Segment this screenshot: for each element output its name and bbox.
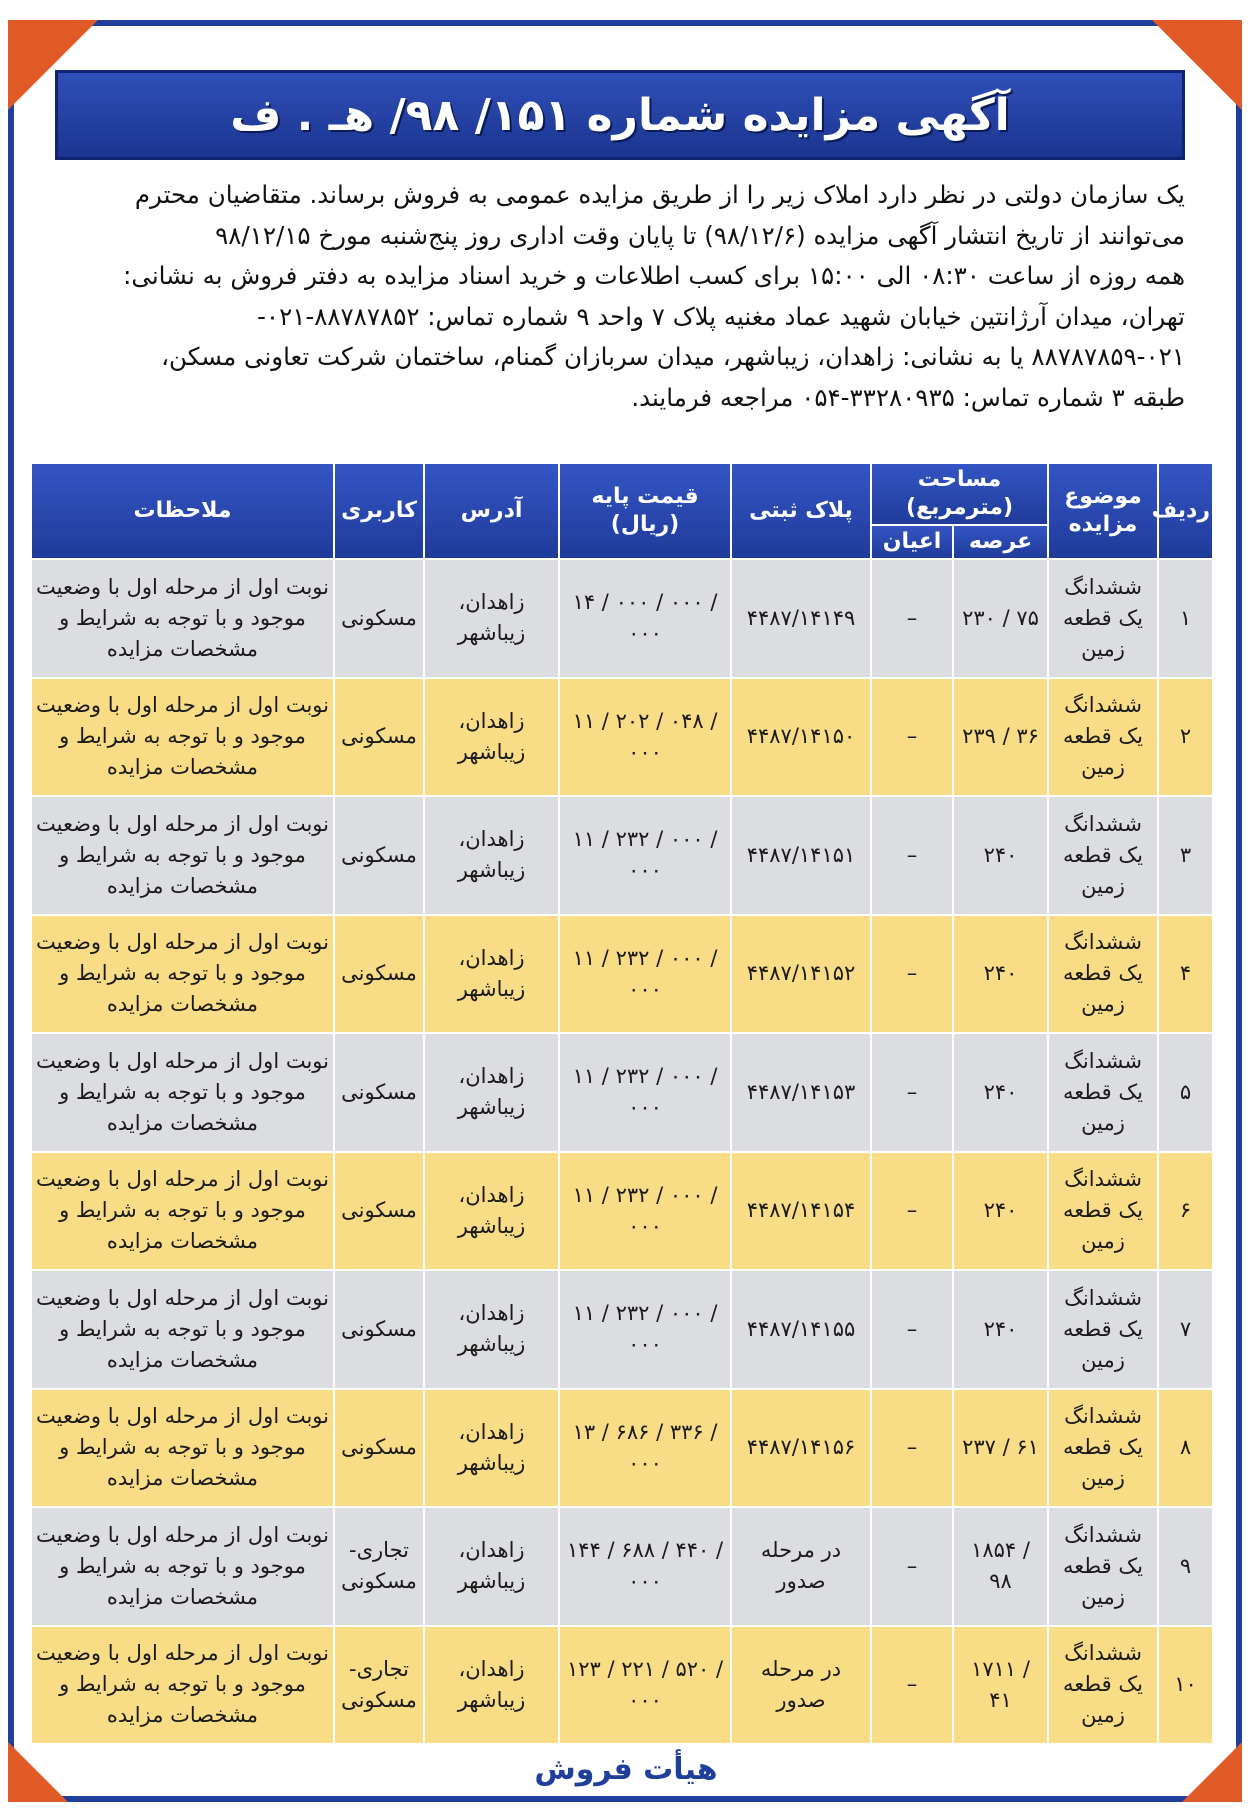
cell-price: ۱۳ / ۶۸۶ / ۳۳۶ / ۰۰۰ bbox=[559, 1389, 731, 1508]
cell-building-area: – bbox=[871, 1270, 953, 1389]
cell-usage: مسکونی bbox=[334, 1389, 424, 1508]
cell-row-no: ۶ bbox=[1158, 1152, 1213, 1271]
intro-paragraph bbox=[55, 175, 1185, 418]
cell-usage: مسکونی bbox=[334, 915, 424, 1034]
cell-land-area: ۱۸۵۴ / ۹۸ bbox=[953, 1507, 1048, 1626]
cell-land-area: ۲۴۰ bbox=[953, 1152, 1048, 1271]
cell-subject: ششدانگ یک قطعه زمین bbox=[1048, 915, 1158, 1034]
cell-price: ۱۱ / ۲۳۲ / ۰۰۰ / ۰۰۰ bbox=[559, 1033, 731, 1152]
cell-price: ۱۱ / ۲۰۲ / ۰۴۸ / ۰۰۰ bbox=[559, 678, 731, 797]
cell-address: زاهدان، زیباشهر bbox=[424, 1626, 559, 1745]
cell-row-no: ۴ bbox=[1158, 915, 1213, 1034]
page-title: آگهی مزایده شماره ۱۵۱/ ۹۸/ هـ . ف bbox=[230, 89, 1010, 141]
cell-land-area: ۲۴۰ bbox=[953, 1033, 1048, 1152]
cell-address: زاهدان، زیباشهر bbox=[424, 678, 559, 797]
table-row bbox=[31, 1389, 1213, 1508]
cell-notes: نوبت اول از مرحله اول با وضعیت موجود و با توجه به شرایط و مشخصات مزایده bbox=[31, 1389, 334, 1508]
cell-subject: ششدانگ یک قطعه زمین bbox=[1048, 678, 1158, 797]
header-usage: کاربری bbox=[334, 463, 424, 559]
cell-address: زاهدان، زیباشهر bbox=[424, 1152, 559, 1271]
cell-notes: نوبت اول از مرحله اول با وضعیت موجود و با توجه به شرایط و مشخصات مزایده bbox=[31, 1626, 334, 1745]
table-row bbox=[31, 678, 1213, 797]
cell-price: ۱۱ / ۲۳۲ / ۰۰۰ / ۰۰۰ bbox=[559, 796, 731, 915]
cell-notes: نوبت اول از مرحله اول با وضعیت موجود و با توجه به شرایط و مشخصات مزایده bbox=[31, 559, 334, 678]
cell-building-area: – bbox=[871, 1389, 953, 1508]
header-price: قیمت پایه (ریال) bbox=[559, 463, 731, 559]
cell-plate: ۴۴۸۷/۱۴۱۵۴ bbox=[731, 1152, 871, 1271]
header-area: مساحت (مترمربع) bbox=[871, 463, 1048, 525]
cell-notes: نوبت اول از مرحله اول با وضعیت موجود و با توجه به شرایط و مشخصات مزایده bbox=[31, 1270, 334, 1389]
cell-row-no: ۱ bbox=[1158, 559, 1213, 678]
cell-building-area: – bbox=[871, 559, 953, 678]
intro-line: تهران، میدان آرژانتین خیابان شهید عماد مغنیه پلاک ۷ واحد ۹ شماره تماس: ۸۸۷۸۷۸۵۲-۰۲۱- bbox=[257, 301, 1185, 331]
cell-notes: نوبت اول از مرحله اول با وضعیت موجود و با توجه به شرایط و مشخصات مزایده bbox=[31, 1507, 334, 1626]
table-row bbox=[31, 1626, 1213, 1745]
cell-subject: ششدانگ یک قطعه زمین bbox=[1048, 1033, 1158, 1152]
cell-usage: مسکونی bbox=[334, 678, 424, 797]
table-row bbox=[31, 1152, 1213, 1271]
header-row-no: ردیف bbox=[1158, 463, 1213, 559]
cell-building-area: – bbox=[871, 915, 953, 1034]
cell-subject: ششدانگ یک قطعه زمین bbox=[1048, 1270, 1158, 1389]
cell-plate: ۴۴۸۷/۱۴۱۵۲ bbox=[731, 915, 871, 1034]
cell-plate: ۴۴۸۷/۱۴۱۵۵ bbox=[731, 1270, 871, 1389]
cell-plate: ۴۴۸۷/۱۴۱۴۹ bbox=[731, 559, 871, 678]
cell-building-area: – bbox=[871, 1033, 953, 1152]
cell-subject: ششدانگ یک قطعه زمین bbox=[1048, 1389, 1158, 1508]
cell-plate: در مرحله صدور bbox=[731, 1626, 871, 1745]
cell-building-area: – bbox=[871, 1626, 953, 1745]
cell-plate: ۴۴۸۷/۱۴۱۵۶ bbox=[731, 1389, 871, 1508]
cell-usage: مسکونی bbox=[334, 1270, 424, 1389]
cell-notes: نوبت اول از مرحله اول با وضعیت موجود و با توجه به شرایط و مشخصات مزایده bbox=[31, 678, 334, 797]
cell-land-area: ۲۳۹ / ۳۶ bbox=[953, 678, 1048, 797]
cell-address: زاهدان، زیباشهر bbox=[424, 1270, 559, 1389]
cell-building-area: – bbox=[871, 796, 953, 915]
header-building: اعیان bbox=[871, 525, 953, 559]
cell-address: زاهدان، زیباشهر bbox=[424, 1389, 559, 1508]
cell-address: زاهدان، زیباشهر bbox=[424, 1033, 559, 1152]
header-subject: موضوع مزایده bbox=[1048, 463, 1158, 559]
cell-usage: تجاری- مسکونی bbox=[334, 1507, 424, 1626]
cell-usage: تجاری- مسکونی bbox=[334, 1626, 424, 1745]
cell-address: زاهدان، زیباشهر bbox=[424, 915, 559, 1034]
title-banner bbox=[55, 70, 1185, 160]
table-row bbox=[31, 1507, 1213, 1626]
cell-land-area: ۱۷۱۱ / ۴۱ bbox=[953, 1626, 1048, 1745]
cell-price: ۱۴۴ / ۶۸۸ / ۴۴۰ / ۰۰۰ bbox=[559, 1507, 731, 1626]
cell-notes: نوبت اول از مرحله اول با وضعیت موجود و با توجه به شرایط و مشخصات مزایده bbox=[31, 1033, 334, 1152]
intro-line: ۸۸۷۸۷۸۵۹-۰۲۱ یا به نشانی: زاهدان، زیباشهر، میدان سربازان گمنام، ساختمان شرکت تعاونی مسکن، bbox=[161, 342, 1185, 371]
intro-line: طبقه ۳ شماره تماس: ۳۳۲۸۰۹۳۵-۰۵۴ مراجعه فرمایند. bbox=[631, 382, 1185, 412]
cell-subject: ششدانگ یک قطعه زمین bbox=[1048, 1626, 1158, 1745]
cell-row-no: ۱۰ bbox=[1158, 1626, 1213, 1745]
cell-usage: مسکونی bbox=[334, 559, 424, 678]
cell-row-no: ۷ bbox=[1158, 1270, 1213, 1389]
cell-subject: ششدانگ یک قطعه زمین bbox=[1048, 1152, 1158, 1271]
cell-usage: مسکونی bbox=[334, 1152, 424, 1271]
header-notes: ملاحظات bbox=[31, 463, 334, 559]
intro-line: می‌توانند از تاریخ انتشار آگهی مزایده (۹۸/۱۲/۶) تا پایان وقت اداری روز پنج‌شنبه مورخ ۹۸/۱۲/۱۵ bbox=[215, 220, 1185, 250]
signature: هیأت فروش bbox=[534, 1752, 718, 1787]
cell-plate: ۴۴۸۷/۱۴۱۵۰ bbox=[731, 678, 871, 797]
cell-price: ۱۲۳ / ۲۲۱ / ۵۲۰ / ۰۰۰ bbox=[559, 1626, 731, 1745]
table-row bbox=[31, 796, 1213, 915]
intro-line: یک سازمان دولتی در نظر دارد املاک زیر را از طریق مزایده عمومی به فروش برساند. متقاضیان محترم bbox=[134, 180, 1185, 209]
cell-subject: ششدانگ یک قطعه زمین bbox=[1048, 1507, 1158, 1626]
intro-line: همه روزه از ساعت ۰۸:۳۰ الی ۱۵:۰۰ برای کسب اطلاعات و خرید اسناد مزایده به دفتر فروش به نشانی: bbox=[123, 261, 1185, 290]
cell-plate: در مرحله صدور bbox=[731, 1507, 871, 1626]
cell-price: ۱۴ / ۰۰۰ / ۰۰۰ / ۰۰۰ bbox=[559, 559, 731, 678]
table-row bbox=[31, 1270, 1213, 1389]
cell-row-no: ۹ bbox=[1158, 1507, 1213, 1626]
header-address: آدرس bbox=[424, 463, 559, 559]
cell-plate: ۴۴۸۷/۱۴۱۵۱ bbox=[731, 796, 871, 915]
cell-land-area: ۲۴۰ bbox=[953, 796, 1048, 915]
cell-row-no: ۸ bbox=[1158, 1389, 1213, 1508]
cell-land-area: ۲۴۰ bbox=[953, 1270, 1048, 1389]
cell-plate: ۴۴۸۷/۱۴۱۵۳ bbox=[731, 1033, 871, 1152]
auction-table bbox=[30, 462, 1214, 1745]
cell-row-no: ۲ bbox=[1158, 678, 1213, 797]
cell-usage: مسکونی bbox=[334, 796, 424, 915]
cell-land-area: ۲۳۷ / ۶۱ bbox=[953, 1389, 1048, 1508]
cell-address: زاهدان، زیباشهر bbox=[424, 796, 559, 915]
cell-price: ۱۱ / ۲۳۲ / ۰۰۰ / ۰۰۰ bbox=[559, 915, 731, 1034]
cell-address: زاهدان، زیباشهر bbox=[424, 1507, 559, 1626]
cell-building-area: – bbox=[871, 678, 953, 797]
cell-subject: ششدانگ یک قطعه زمین bbox=[1048, 796, 1158, 915]
cell-notes: نوبت اول از مرحله اول با وضعیت موجود و با توجه به شرایط و مشخصات مزایده bbox=[31, 1152, 334, 1271]
cell-building-area: – bbox=[871, 1152, 953, 1271]
table-row bbox=[31, 559, 1213, 678]
cell-usage: مسکونی bbox=[334, 1033, 424, 1152]
header-land: عرصه bbox=[953, 525, 1048, 559]
cell-row-no: ۵ bbox=[1158, 1033, 1213, 1152]
cell-land-area: ۲۳۰ / ۷۵ bbox=[953, 559, 1048, 678]
table-row bbox=[31, 1033, 1213, 1152]
cell-notes: نوبت اول از مرحله اول با وضعیت موجود و با توجه به شرایط و مشخصات مزایده bbox=[31, 915, 334, 1034]
cell-address: زاهدان، زیباشهر bbox=[424, 559, 559, 678]
cell-subject: ششدانگ یک قطعه زمین bbox=[1048, 559, 1158, 678]
cell-notes: نوبت اول از مرحله اول با وضعیت موجود و با توجه به شرایط و مشخصات مزایده bbox=[31, 796, 334, 915]
table-row bbox=[31, 915, 1213, 1034]
header-plate: پلاک ثبتی bbox=[731, 463, 871, 559]
cell-price: ۱۱ / ۲۳۲ / ۰۰۰ / ۰۰۰ bbox=[559, 1270, 731, 1389]
cell-building-area: – bbox=[871, 1507, 953, 1626]
cell-price: ۱۱ / ۲۳۲ / ۰۰۰ / ۰۰۰ bbox=[559, 1152, 731, 1271]
cell-land-area: ۲۴۰ bbox=[953, 915, 1048, 1034]
cell-row-no: ۳ bbox=[1158, 796, 1213, 915]
